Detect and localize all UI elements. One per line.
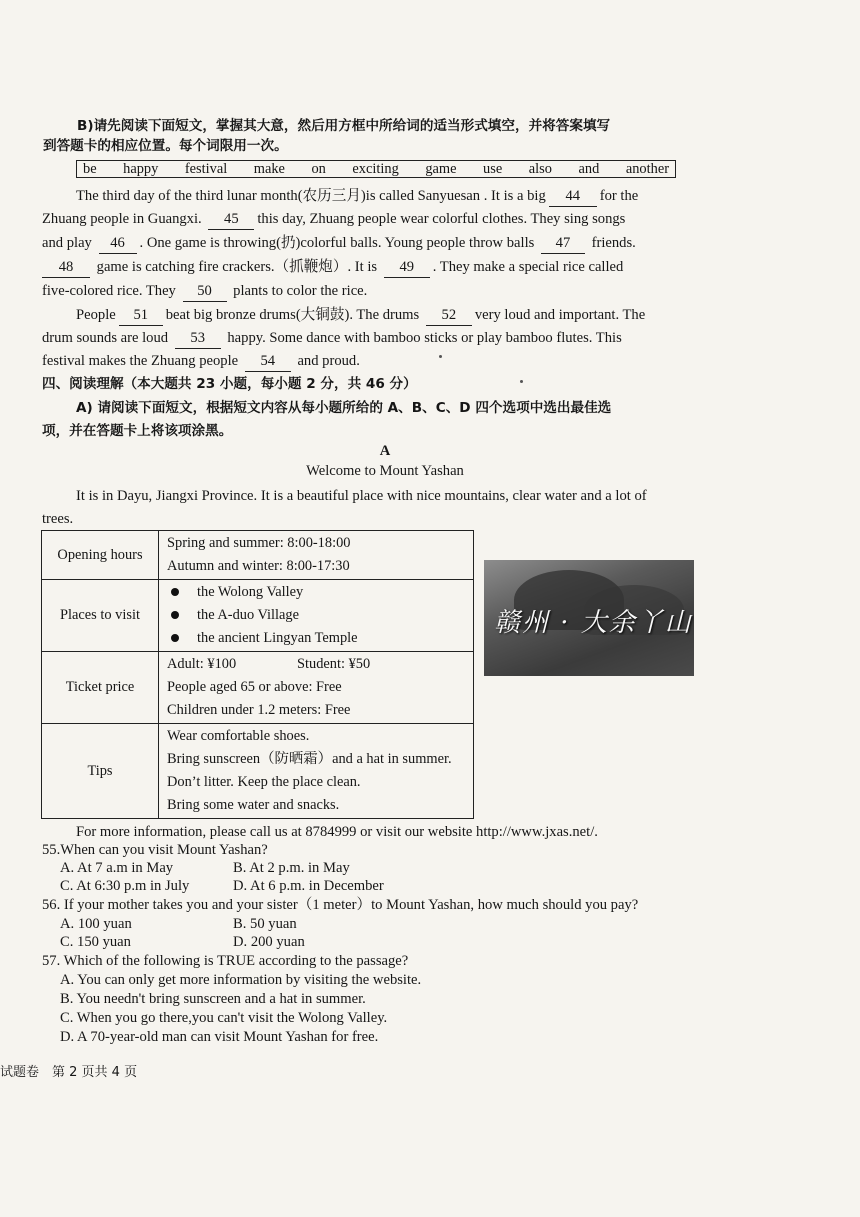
bullet-icon — [171, 634, 179, 642]
section-4-instruction-line1: A) 请阅读下面短文，根据短文内容从每小题所给的 A、B、C、D 四个选项中选出最佳选 — [76, 400, 612, 416]
table-cell: People aged 65 or above: Free — [167, 679, 342, 695]
passage-line: The third day of the third lunar month(农历三月)is called Sanyuesan . It is a big 44 for the — [76, 186, 638, 207]
table-cell: Don’t litter. Keep the place clean. — [167, 774, 361, 790]
info-table — [41, 530, 474, 819]
table-row — [42, 580, 474, 652]
table-cell: Student: ¥50 — [297, 656, 371, 672]
table-header-places: Places to visit — [42, 580, 159, 652]
section-b-instruction-line1: B)请先阅读下面短文，掌握其大意，然后用方框中所给词的适当形式填空，并将答案填写 — [77, 118, 611, 134]
table-header-opening-hours: Opening hours — [42, 531, 159, 580]
table-cell: Adult: ¥100 — [167, 656, 237, 672]
word-bank-item: make — [253, 161, 285, 177]
section-b-instruction-line2: 到答题卡的相应位置。每个词限用一次。 — [43, 138, 288, 154]
passage-title: Welcome to Mount Yashan — [306, 463, 464, 479]
blank-46: 46 — [99, 233, 137, 254]
blank-51: 51 — [119, 305, 163, 326]
question-stem: 57. Which of the following is TRUE according to the passage? — [42, 953, 409, 969]
word-bank-item: and — [578, 161, 600, 177]
photo-calligraphy: 赣州 · 大余丫山 — [494, 608, 693, 638]
passage-line: drum sounds are loud 53 happy. Some dance with bamboo sticks or play bamboo flutes. This — [42, 328, 622, 349]
more-info-line: For more information, please call us at 8784999 or visit our website http://www.jxas.net/. — [76, 824, 598, 840]
speck — [439, 355, 442, 358]
table-cell: the A-duo Village — [197, 607, 299, 623]
table-cell: Bring sunscreen（防晒霜）and a hat in summer. — [167, 751, 452, 767]
blank-52: 52 — [426, 305, 472, 326]
passage-line: 48 game is catching fire crackers.（抓鞭炮）. It is 49 . They make a special rice called — [42, 257, 623, 278]
passage-letter: A — [379, 443, 391, 459]
bullet-icon — [171, 588, 179, 596]
table-cell: the Wolong Valley — [197, 584, 304, 600]
word-bank-item: game — [425, 161, 457, 177]
blank-50: 50 — [183, 281, 227, 302]
passage-intro: trees. — [42, 511, 74, 527]
table-cell: Wear comfortable shoes. — [167, 728, 310, 744]
passage-line: five-colored rice. They 50 plants to color the rice. — [42, 281, 367, 302]
passage-intro: It is in Dayu, Jiangxi Province. It is a beautiful place with nice mountains, clear water and a lot of — [76, 488, 647, 504]
word-bank-item: use — [483, 161, 503, 177]
table-header-tips: Tips — [42, 724, 159, 819]
word-bank-item: another — [625, 161, 669, 177]
question-option: A. At 7 a.m in May — [60, 860, 174, 876]
table-row — [42, 652, 474, 724]
blank-47: 47 — [541, 233, 585, 254]
table-cell: Spring and summer: 8:00-18:00 — [167, 535, 351, 551]
question-option: D. 200 yuan — [233, 934, 305, 950]
section-4-heading: 四、阅读理解（本大题共 23 小题，每小题 2 分，共 46 分） — [42, 376, 417, 392]
blank-44: 44 — [549, 186, 597, 207]
passage-line: and play 46 . One game is throwing(扔)colorful balls. Young people throw balls 47 friends. — [42, 233, 636, 254]
word-bank-item: also — [528, 161, 552, 177]
question-option: C. 150 yuan — [60, 934, 131, 950]
blank-53: 53 — [175, 328, 221, 349]
blank-45: 45 — [208, 209, 254, 230]
word-bank-box — [76, 160, 676, 178]
table-row — [42, 724, 474, 819]
table-cell: Autumn and winter: 8:00-17:30 — [167, 558, 350, 574]
table-cell: Children under 1.2 meters: Free — [167, 702, 351, 718]
mount-yashan-photo — [484, 560, 694, 676]
question-option: D. A 70-year-old man can visit Mount Yashan for free. — [60, 1029, 379, 1045]
blank-48: 48 — [42, 257, 90, 278]
bullet-icon — [171, 611, 179, 619]
table-header-ticket: Ticket price — [42, 652, 159, 724]
table-cell: Bring some water and snacks. — [167, 797, 340, 813]
question-option: B. You needn't bring sunscreen and a hat in summer. — [60, 991, 366, 1007]
question-option: D. At 6 p.m. in December — [233, 878, 384, 894]
passage-line: People 51 beat big bronze drums(大铜鼓). The drums 52 very loud and important. The — [76, 305, 645, 326]
question-option: B. At 2 p.m. in May — [233, 860, 350, 876]
table-row — [42, 531, 474, 580]
blank-49: 49 — [384, 257, 430, 278]
question-option: A. You can only get more information by visiting the website. — [60, 972, 422, 988]
question-stem: 55.When can you visit Mount Yashan? — [42, 842, 268, 858]
passage-line: Zhuang people in Guangxi. 45 this day, Zhuang people wear colorful clothes. They sing songs — [42, 209, 625, 230]
speck — [520, 380, 523, 383]
question-option: B. 50 yuan — [233, 916, 297, 932]
question-option: A. 100 yuan — [60, 916, 132, 932]
question-option: C. When you go there,you can't visit the Wolong Valley. — [60, 1010, 388, 1026]
blank-54: 54 — [245, 351, 291, 372]
page-footer: 试题卷 第 2 页共 4 页 — [0, 1065, 138, 1080]
table-cell: the ancient Lingyan Temple — [197, 630, 358, 646]
section-4-instruction-line2: 项，并在答题卡上将该项涂黑。 — [42, 423, 233, 439]
word-bank-item: be — [83, 161, 97, 177]
word-bank-item: happy — [123, 161, 159, 177]
word-bank-item: exciting — [352, 161, 399, 177]
passage-line: festival makes the Zhuang people 54 and proud. — [42, 351, 360, 372]
question-option: C. At 6:30 p.m in July — [60, 878, 190, 894]
question-stem: 56. If your mother takes you and your sister（1 meter）to Mount Yashan, how much should you pay? — [42, 897, 639, 913]
word-bank-item: on — [311, 161, 326, 177]
word-bank-item: festival — [184, 161, 228, 177]
